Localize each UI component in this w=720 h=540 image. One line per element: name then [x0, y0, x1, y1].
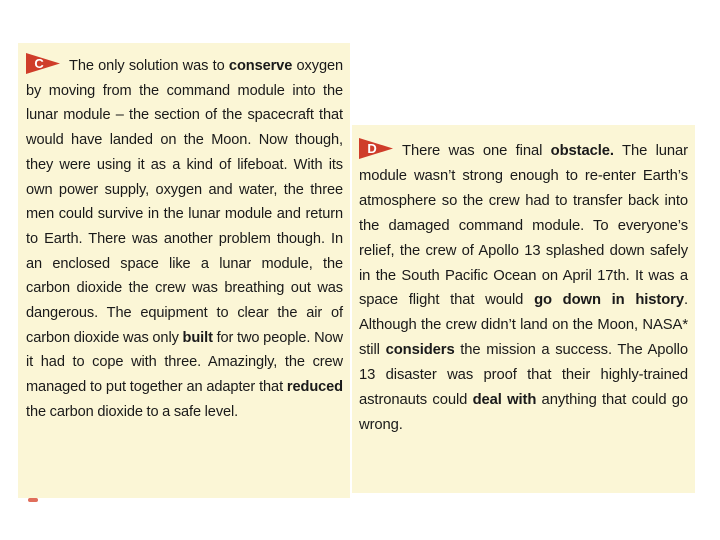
- text-run: . Although the crew didn’t land on the Moon, NASA* still: [359, 292, 688, 359]
- text-run: anything that could go wrong.: [359, 392, 689, 433]
- paragraph-d-text: [359, 138, 688, 438]
- text-run: oxygen by moving from the command module into the lunar module – the section of the spacecraft that would have landed on the Moon. Now though, they were using it as a kind of lifeboat. With its own power supply, oxygen and water, the three men could survive in the lunar module and return to Earth. There was another problem though. In an enclosed space like a lunar module, the carbon dioxide the crew was breathing out was dangerous. The equipment to clear the air of carbon dioxide was only: [26, 58, 343, 346]
- marker-letter-d: D: [367, 141, 377, 156]
- text-run: the carbon dioxide to a safe level.: [26, 403, 239, 420]
- page-edge-mark: [28, 498, 38, 502]
- bold-term: conserve: [228, 58, 293, 74]
- bold-term: deal with: [472, 392, 537, 409]
- paragraph-c-panel: [18, 43, 350, 498]
- paragraph-d-panel: [352, 125, 695, 493]
- flag-marker-icon: [26, 53, 60, 74]
- bold-term: considers: [385, 342, 455, 359]
- bold-term: obstacle.: [550, 143, 614, 159]
- text-run: for two people. Now it had to cope with three. Amazingly, the crew managed to put together an adapter that: [26, 329, 343, 396]
- flag-marker-icon: [359, 138, 393, 159]
- bold-term: built: [182, 329, 213, 346]
- text-run: The only solution was to: [69, 58, 229, 74]
- bold-term: go down in history: [534, 292, 684, 309]
- paragraph-c-text: [26, 53, 343, 425]
- text-run: There was one final: [402, 143, 551, 159]
- text-run: the mission a success. The Apollo 13 disaster was proof that their highly-trained astronauts could: [359, 342, 689, 409]
- marker-letter-c: C: [34, 56, 44, 71]
- bold-term: reduced: [286, 379, 343, 396]
- text-run: The lunar module wasn’t strong enough to re-enter Earth’s atmosphere so the crew had to transfer back into the damaged command module. To everyone’s relief, the crew of Apollo 13 splashed down safely in the South Pacific Ocean on April 17th. It was a space flight that would: [359, 143, 688, 309]
